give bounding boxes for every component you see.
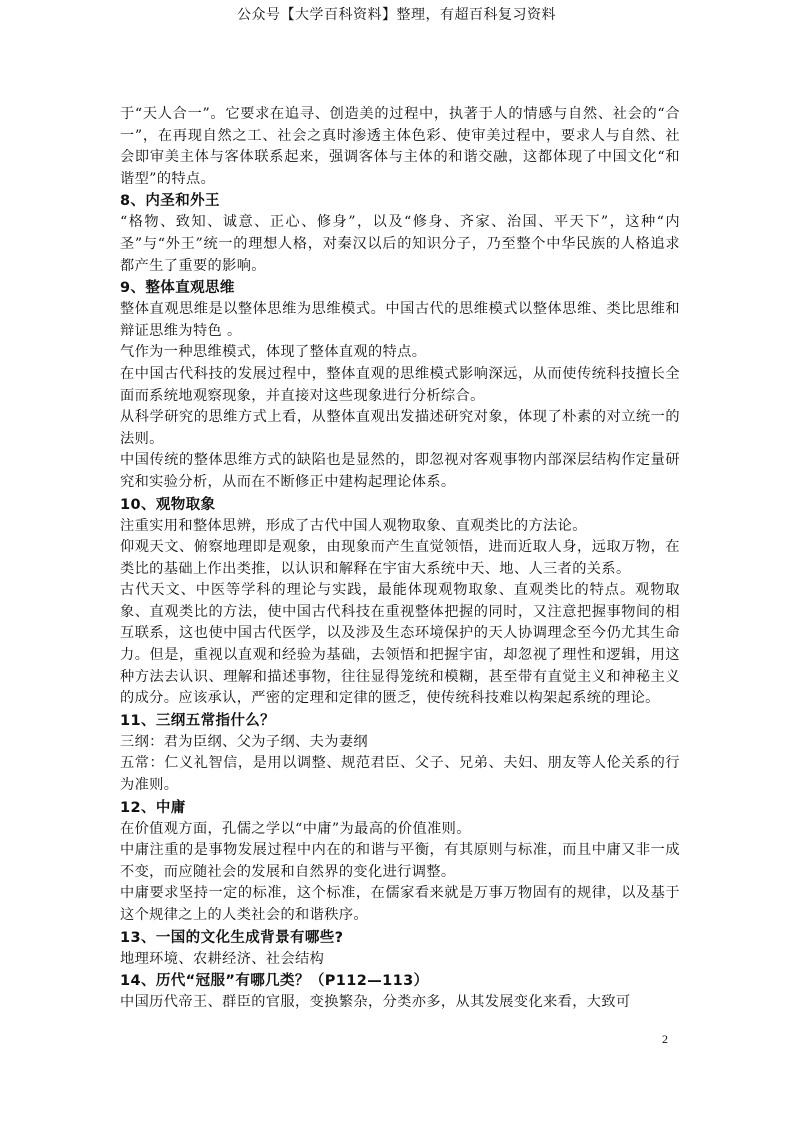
paragraph: 中国历代帝王、群臣的官服，变换繁杂，分类亦多，从其发展变化来看，大致可 xyxy=(120,994,631,1011)
section-heading: 14、历代“冠服”有哪几类？（P112—113） xyxy=(120,973,429,990)
paragraph: 气作为一种思维模式，体现了整体直观的特点。 xyxy=(120,344,427,361)
section-heading: 8、内圣和外王 xyxy=(120,193,220,210)
paragraph: 在中国古代科技的发展过程中，整体直观的思维模式影响深远，从而使传统科技擅长全面而系统地观察现象，并直接对这些现象进行分析综合。 xyxy=(120,365,680,404)
section-heading: 9、整体直观思维 xyxy=(120,280,235,297)
paragraph: 三纲：君为臣纲、父为子纲、夫为妻纲 xyxy=(120,733,368,750)
section-heading: 13、一国的文化生成背景有哪些? xyxy=(120,929,344,946)
page-header: 公众号【大学百科资料】整理，有超百科复习资料 xyxy=(237,7,556,23)
paragraph: 注重实用和整体思辨，形成了古代中国人观物取象、直观类比的方法论。 xyxy=(120,517,587,534)
paragraph: 从科学研究的思维方式上看，从整体直观出发描述研究对象，体现了朴素的对立统一的法则。 xyxy=(120,409,680,447)
paragraph: 五常：仁义礼智信，是用以调整、规范君臣、父子、兄弟、夫妇、朋友等人伦关系的行为准则。 xyxy=(120,755,680,794)
document-body xyxy=(120,104,680,1014)
paragraph: 整体直观思维是以整体思维为思维模式。中国古代的思维模式以整体思维、类比思维和辩证思维为特色 。 xyxy=(120,301,680,339)
paragraph: 地理环境、农耕经济、社会结构 xyxy=(120,950,325,967)
paragraph: 古代天文、中医等学科的理论与实践，最能体现观物取象、直观类比的特点。观物取象、直观类比的方法，使中国古代科技在重视整体把握的同时，又注意把握事物间的相互联系，这也使中国古代医学，以及涉及生态环境保护的天人协调理念至今仍尤其生命力。但是，重视以直观和经验为基础，去领悟和把握宇宙，却忽视了理性和逻辑，用这种方法去认识、理解和描述事物，往往显得笼统和模糊，甚至带有直觉主义和神秘主义的成分。应该承认，严密的定理和定律的匮乏，使传统科技难以构架起系统的理论。 xyxy=(120,582,680,707)
paragraph: 在价值观方面，孔儒之学以“中庸”为最高的价值准则。 xyxy=(120,820,471,837)
section-heading: 11、三纲五常指什么？ xyxy=(120,712,276,729)
paragraph: 仰观天文、俯察地理即是观象，由现象而产生直觉领悟，进而近取人身，远取万物，在类比的基础上作出类推，以认识和解释在宇宙大系统中天、地、人三者的关系。 xyxy=(120,539,680,577)
paragraph: 中庸要求坚持一定的标准，这个标准，在儒家看来就是万事万物固有的规律，以及基于这个规律之上的人类社会的和谐秩序。 xyxy=(120,885,680,923)
page-number: 2 xyxy=(662,1032,668,1046)
paragraph: 中国传统的整体思维方式的缺陷也是显然的，即忽视对客观事物内部深层结构作定量研究和实验分析，从而在不断修正中建构起理论体系。 xyxy=(120,452,680,490)
paragraph: “格物、致知、诚意、正心、修身”，以及“修身、齐家、治国、平天下”，这种“内圣”与“外王”统一的理想人格，对秦汉以后的知识分子，乃至整个中华民族的人格追求都产生了重要的影响。 xyxy=(120,214,680,274)
section-heading: 10、观物取象 xyxy=(120,496,216,513)
paragraph: 于“天人合一”。它要求在追寻、创造美的过程中，执著于人的情感与自然、社会的“合一”，在再现自然之工、社会之真时渗透主体色彩、使审美过程中，要求人与自然、社会即审美主体与客体联系起来，强调客体与主体的和谐交融，这都体现了中国文化“和谐型”的特点。 xyxy=(120,106,680,187)
paragraph: 中庸注重的是事物发展过程中内在的和谐与平衡，有其原则与标准，而且中庸又非一成不变，而应随社会的发展和自然界的变化进行调整。 xyxy=(120,842,680,880)
section-heading: 12、中庸 xyxy=(120,799,186,816)
